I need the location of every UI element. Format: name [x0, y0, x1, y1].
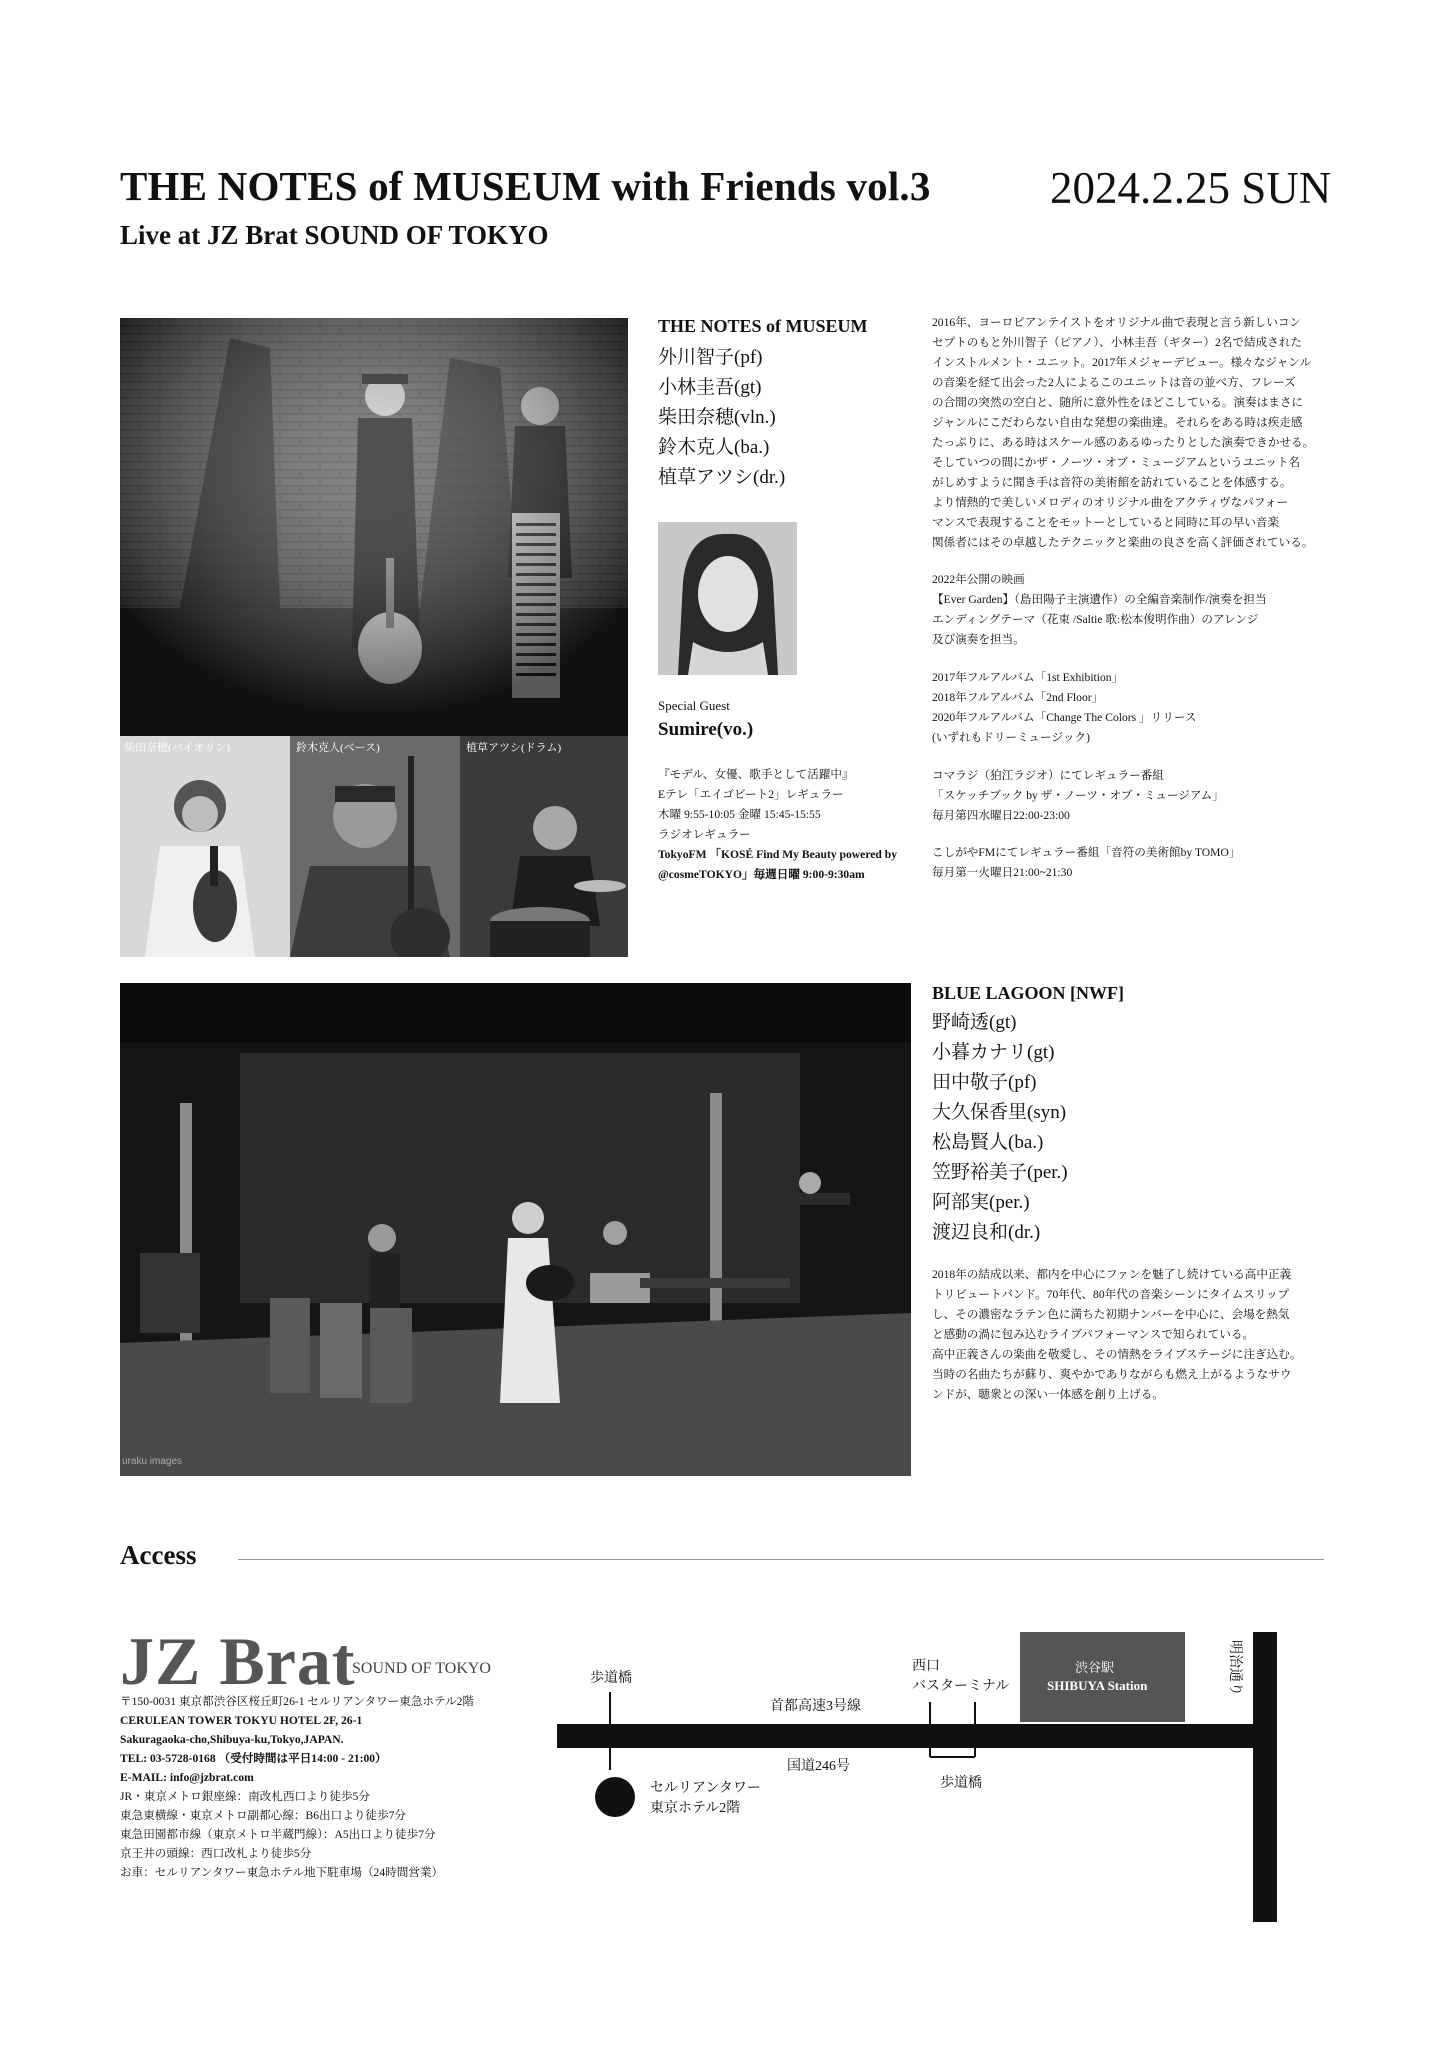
text-line: @cosmeTOKYO」毎週日曜 9:00-9:30am — [658, 868, 865, 881]
text-line: 2020年フルアルバム「Change The Colors 」リリース — [932, 711, 1197, 724]
member: 阿部実(per.) — [932, 1192, 1030, 1213]
text-line: そしていつの間にかザ・ノーツ・オブ・ミュージアムというユニット名 — [932, 456, 1301, 469]
member: 渡辺良和(dr.) — [932, 1222, 1041, 1243]
venue-logo-sub: SOUND OF TOKYO — [352, 1660, 491, 1677]
text-line: 「スケッチブック by ザ・ノーツ・オブ・ミュージアム」 — [932, 789, 1224, 802]
member: 小暮カナリ(gt) — [932, 1042, 1055, 1063]
text-line: たっぷりに、ある時はスケール感のあるゆったりとした演奏できかせる。 — [932, 436, 1315, 449]
text-line: CERULEAN TOWER TOKYU HOTEL 2F, 26-1 — [120, 1714, 363, 1727]
text-line: 京王井の頭線：西口改札より徒歩5分 — [120, 1847, 312, 1860]
text-line: 東急田園都市線（東京メトロ半蔵門線）：A5出口より徒歩7分 — [120, 1828, 436, 1841]
member: 柴田奈穂(vln.) — [658, 407, 776, 428]
member: 鈴木克人(ba.) — [658, 437, 770, 458]
member: 野崎透(gt) — [932, 1012, 1017, 1033]
map-label-bus1: 西口 — [912, 1659, 940, 1674]
text-line: ンドが、聴衆との深い一体感を創り上げる。 — [932, 1388, 1164, 1401]
text-line: こしがやFMにてレギュラー番組「音符の美術館by TOMO」 — [932, 846, 1241, 859]
text-line: (いずれもドリーミュージック) — [932, 731, 1090, 744]
notes-member-list — [658, 343, 785, 493]
caption-drum: 植草アツシ(ドラム) — [466, 742, 562, 754]
map-label-meiji: 明治通り — [1227, 1640, 1242, 1696]
text-line: 2018年フルアルバム「2nd Floor」 — [932, 691, 1104, 704]
text-line: ラジオレギュラー — [658, 828, 751, 841]
access-divider — [238, 1559, 1324, 1560]
text-line: 木曜 9:55-10:05 金曜 15:45-15:55 — [658, 808, 821, 821]
violin-photo — [120, 736, 290, 957]
text-line: 東急東横線・東京メトロ副都心線：B6出口より徒歩7分 — [120, 1809, 406, 1822]
map-road-meiji — [1253, 1632, 1277, 1922]
text-line: E-MAIL: info@jzbrat.com — [120, 1771, 254, 1784]
text-line: がしめすように聞き手は音符の美術館を訪れていることを体感する。 — [932, 476, 1292, 489]
text-line: 【Ever Garden】（島田陽子主演遺作）の全編音楽制作/演奏を担当 — [932, 593, 1267, 606]
text-line: お車：セルリアンタワー東急ホテル地下駐車場（24時間営業） — [120, 1866, 444, 1879]
text-line: 毎月第四水曜日22:00-23:00 — [932, 809, 1070, 822]
bass-photo — [290, 736, 460, 957]
text-line: 2018年の結成以来、都内を中心にファンを魅了し続けている高中正義 — [932, 1268, 1292, 1281]
text-line: 〒150-0031 東京都渋谷区桜丘町26-1 セルリアンタワー東急ホテル2階 — [120, 1695, 475, 1708]
movie-info — [932, 570, 1332, 650]
map-label-tower1: セルリアンタワー — [650, 1781, 761, 1796]
radio-info-1 — [932, 766, 1332, 826]
text-line: 2022年公開の映画 — [932, 573, 1025, 586]
text-line: TokyoFM 「KOSÉ Find My Beauty powered by — [658, 848, 897, 861]
text-line: 当時の名曲たちが蘇り、爽やかでありながらも燃え上がるようなサウ — [932, 1368, 1292, 1381]
map-road-route246 — [557, 1724, 1267, 1748]
text-line: インストルメント・ユニット。2017年メジャーデビュー。様々なジャンル — [932, 356, 1312, 369]
map-label-bus2: バスターミナル — [912, 1679, 1010, 1694]
event-subtitle: Live at JZ Brat SOUND OF TOKYO — [120, 220, 549, 250]
member: 田中敬子(pf) — [932, 1072, 1037, 1093]
text-line: の音楽を経て出会った2人によるこのユニットは音の並べ方、フレーズ — [932, 376, 1296, 389]
caption-bass: 鈴木克人(ベース) — [296, 742, 380, 754]
caption-violin: 柴田奈穂(バイオリン) — [124, 742, 230, 754]
notes-description — [932, 313, 1332, 553]
venue-logo: JZ Brat — [120, 1623, 356, 1699]
member: 笠野裕美子(per.) — [932, 1162, 1068, 1183]
text-line: 及び演奏を担当。 — [932, 633, 1025, 646]
text-line: と感動の渦に包み込むライブパフォーマンスで知られている。 — [932, 1328, 1255, 1341]
duo-photo — [120, 318, 628, 736]
text-line: 『モデル、女優、歌手として活躍中』 — [658, 768, 854, 781]
text-line: Sakuragaoka-cho,Shibuya-ku,Tokyo,JAPAN. — [120, 1733, 344, 1746]
text-line: より情熱的で美しいメロディのオリジナル曲をアクティヴなパフォー — [932, 496, 1289, 509]
venue-address — [120, 1692, 540, 1882]
text-line: 関係者にはその卓越したテクニックと楽曲の良さを高く評価されている。 — [932, 536, 1314, 549]
blue-lagoon-photo — [120, 983, 911, 1476]
map-label-hodokyo1: 歩道橋 — [590, 1671, 632, 1686]
map-label-station2: SHIBUYA Station — [1047, 1678, 1148, 1693]
event-date: 2024.2.25 SUN — [1050, 163, 1332, 213]
drum-photo — [460, 736, 628, 957]
member: 松島賢人(ba.) — [932, 1132, 1044, 1153]
guest-description — [658, 765, 918, 885]
text-line: 毎月第一火曜日21:00~21:30 — [932, 866, 1073, 879]
map-label-tower2: 東京ホテル2階 — [650, 1801, 741, 1816]
guest-label: Special Guest — [658, 698, 730, 713]
text-line: 高中正義さんの楽曲を敬愛し、その情熱をライブステージに注ぎ込む。 — [932, 1348, 1302, 1361]
blue-member-list — [932, 1008, 1068, 1248]
text-line: し、その濃密なラテン色に満ちた初期ナンバーを中心に、会場を熱気 — [932, 1308, 1290, 1321]
event-title: THE NOTES of MUSEUM with Friends vol.3 — [120, 163, 931, 209]
text-line: の合間の突然の空白と、随所に意外性をほどこしている。演奏はまさに — [932, 396, 1304, 409]
notes-band-name: THE NOTES of MUSEUM — [658, 316, 868, 336]
text-line: JR・東京メトロ銀座線：南改札西口より徒歩5分 — [120, 1790, 370, 1803]
text-line: TEL: 03-5728-0168 （受付時間は平日14:00 - 21:00） — [120, 1752, 387, 1765]
member: 大久保香里(syn) — [932, 1102, 1067, 1123]
venue-marker — [595, 1777, 635, 1817]
text-line: コマラジ（狛江ラジオ）にてレギュラー番組 — [932, 769, 1164, 782]
member: 小林圭吾(gt) — [658, 377, 762, 398]
radio-info-2 — [932, 843, 1332, 883]
access-heading: Access — [120, 1540, 197, 1570]
text-line: Eテレ「エイゴビート2」レギュラー — [658, 788, 844, 801]
blue-band-name: BLUE LAGOON [NWF] — [932, 983, 1125, 1003]
map-label-hodokyo2: 歩道橋 — [940, 1776, 982, 1791]
map-label-route246: 国道246号 — [787, 1759, 850, 1774]
album-info — [932, 668, 1332, 748]
map-station-block — [1020, 1632, 1185, 1722]
text-line: 2017年フルアルバム「1st Exhibition」 — [932, 671, 1124, 684]
member: 外川智子(pf) — [658, 347, 763, 368]
guest-photo — [658, 522, 797, 675]
text-line: 2016年、ヨーロピアンテイストをオリジナル曲で表現と言う新しいコン — [932, 316, 1302, 329]
member: 植草アツシ(dr.) — [658, 467, 786, 488]
text-line: エンディングテーマ（花束 /Saltie 歌:松本俊明作曲）のアレンジ — [932, 613, 1259, 626]
map-label-expressway: 首都高速3号線 — [770, 1699, 861, 1714]
text-line: トリビュートバンド。70年代、80年代の音楽シーンにタイムスリップ — [932, 1288, 1290, 1301]
photo-credit: uraku images — [122, 1456, 183, 1467]
guest-name: Sumire(vo.) — [658, 719, 754, 740]
map-label-station1: 渋谷駅 — [1075, 1660, 1115, 1675]
text-line: ジャンルにこだわらない自由な発想の楽曲達。それらをある時は疾走感 — [932, 416, 1303, 429]
access-map — [555, 1632, 1325, 1922]
blue-description — [932, 1265, 1332, 1405]
text-line: マンスで表現することをモットーとしていると同時に耳の早い音楽 — [932, 516, 1280, 529]
text-line: セプトのもと外川智子（ピアノ）、小林圭吾（ギター）2名で結成された — [932, 336, 1302, 349]
